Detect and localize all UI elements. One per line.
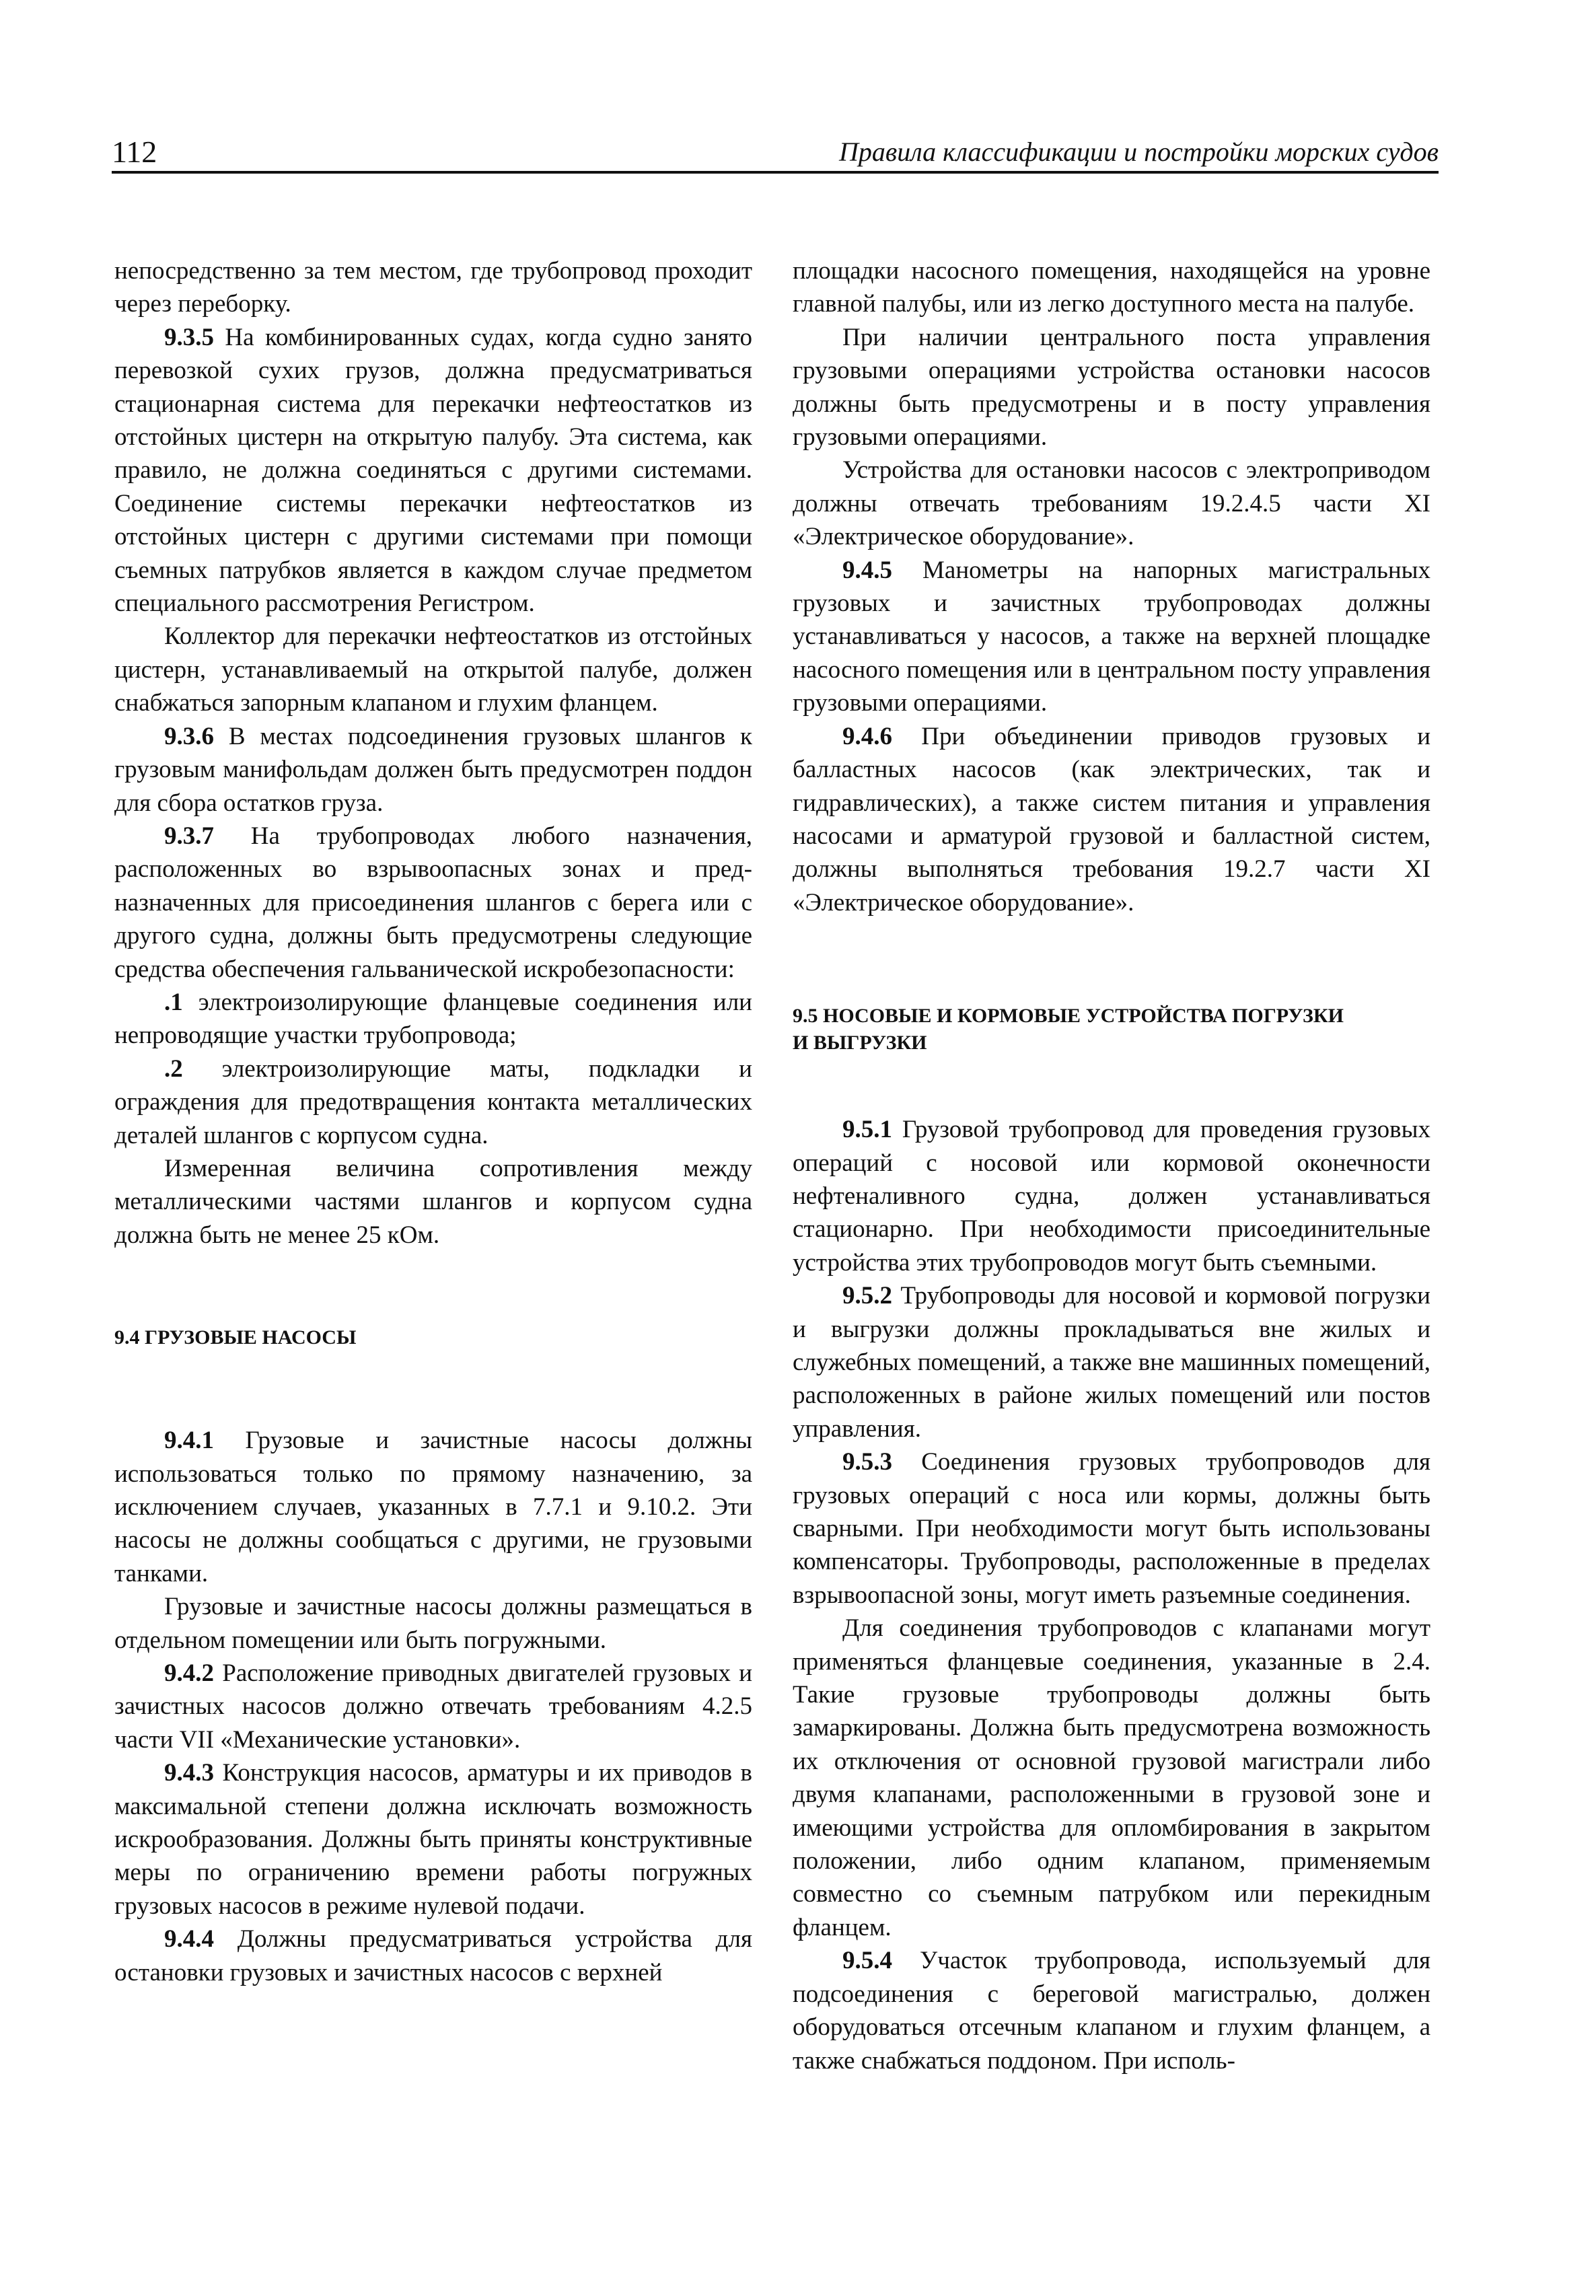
paragraph-9-4-4 [114, 1923, 752, 1989]
paragraph-9-5-2 [793, 1279, 1430, 1445]
paragraph: непосредственно за тем местом, где трубопровод проходит через переборку. [114, 257, 752, 318]
clause-number: 9.5.2 [842, 1282, 892, 1310]
clause-text: Грузовой трубопровод для проведения грузовых операций с носовой или кормовой оконечности нефтеналивного судна, должен устанавливаться стационарно. При необходимости присоединительные устройства этих трубопроводов могут быть съемными. [793, 1116, 1430, 1277]
page-number: 112 [112, 135, 157, 169]
right-column [793, 254, 1430, 2077]
list-item-1 [114, 986, 752, 1052]
paragraph: Измеренная величина сопротивления между металлическими частями шлангов и корпусом судна должна быть не менее 25 кОм. [114, 1154, 752, 1249]
clause-number: 9.5.4 [842, 1947, 892, 1975]
heading-line-2: И ВЫГРУЗКИ [793, 1032, 927, 1054]
paragraph-9-5-1 [793, 1113, 1430, 1279]
item-number: .1 [164, 988, 183, 1016]
item-number: .2 [164, 1054, 183, 1083]
list-item-2 [114, 1052, 752, 1152]
paragraph-9-3-6 [114, 720, 752, 820]
clause-text: Трубопроводы для носовой и кормовой погрузки и выгрузки должны прокладываться вне жилых и служебных помещений, а также вне машинных помещений, расположенных в районе жилых помещений или постов управления. [793, 1282, 1430, 1443]
clause-text: Конструкция насосов, арматуры и их приводов в максимальной степени должна исключать возможность искрообразования. Должны быть приняты конструктивные меры по ограничению времени работы погружных грузовых насосов в режиме нулевой подачи. [114, 1759, 752, 1920]
page-header [112, 132, 1439, 174]
paragraph-9-4-2 [114, 1657, 752, 1756]
paragraph-9-4-1 [114, 1424, 752, 1590]
clause-text: На трубопроводах любого назначения, расположенных во взрывоопасных зонах и предназначенных для присоединения шлангов с берега или с другого судна, должны быть предусмотрены следующие средства обеспечения гальванической искробезопасности: [114, 822, 752, 983]
heading-line-1: 9.5 НОСОВЫЕ И КОРМОВЫЕ УСТРОЙСТВА ПОГРУЗКИ [793, 1005, 1344, 1028]
paragraph: Устройства для остановки насосов с электроприводом должны отвечать требованиям 19.2.4.5 части XI «Электрическое оборудование». [793, 456, 1430, 551]
paragraph: Для соединения трубопроводов с клапанами могут применяться фланцевые соединения, указанные в 2.4. Такие грузовые трубопроводы должны быть замаркированы. Должна быть предусмотрена возможность их отключения от основной грузовой магистрали либо двумя клапанами, расположенными в грузовой зоне и имеющими устройства для опломбирования в закрытом положении, либо одним клапаном, применяемым совместно со съемным патрубком или перекидным фланцем. [793, 1614, 1430, 1941]
paragraph: площадки насосного помещения, находящейся на уровне главной палубы, или из легко доступного места на палубе. [793, 257, 1430, 318]
clause-text: Расположение приводных двигателей грузовых и зачистных насосов должно отвечать требованиям 4.2.5 части VII «Механические установки». [114, 1659, 752, 1754]
header-rule [112, 171, 1439, 174]
paragraph-9-5-3 [793, 1445, 1430, 1612]
running-title: Правила классификации и постройки морских судов [838, 137, 1439, 167]
clause-text: При объединении приводов грузовых и балластных насосов (как электрических, так и гидравлических), а также систем питания и управления насосами и арматурой грузовой и балластной систем, должны выполняться требования 19.2.7 части XI «Электрическое оборудование». [793, 722, 1430, 917]
paragraph-9-4-5 [793, 554, 1430, 720]
clause-number: 9.3.6 [164, 722, 214, 750]
clause-number: 9.3.5 [164, 323, 214, 351]
paragraph-9-5-4 [793, 1944, 1430, 2077]
clause-text: Грузовые и зачистные насосы должны использоваться только по прямому назначению, за исключением случаев, указанных в 7.7.1 и 9.10.2. Эти насосы не должны сообщаться с другими, не грузовыми танками. [114, 1427, 752, 1587]
clause-number: 9.3.7 [164, 822, 214, 850]
clause-text: Соединения грузовых трубопроводов для грузовых операций с носа или кормы, должны быть сварными. При необходимости могут быть использованы компенсаторы. Трубопроводы, расположенные в пределах взрывоопасной зоны, могут иметь разъемные соединения. [793, 1448, 1430, 1609]
clause-text: В местах подсоединения грузовых шлангов к грузовым манифольдам должен быть предусмотрен поддон для сбора остатков груза. [114, 722, 752, 817]
paragraph-9-4-6 [793, 720, 1430, 919]
item-text: электроизолирующие маты, подкладки и ограждения для предотвращения контакта металлических деталей шлангов с корпусом судна. [114, 1054, 752, 1149]
clause-text: На комбинированных судах, когда судно занято перевозкой сухих грузов, должна предусматриваться стационарная система для перекачки нефтеостатков из отстойных цистерн на открытую палубу. Эта система, как правило, не должна соединяться с другими системами. Соединение системы перекачки нефтеостатков из отстойных цистерн с другими системами при помощи съемных патрубков является в каждом случае предметом специального рассмотрения Регистром. [114, 323, 752, 618]
left-column [114, 254, 752, 1989]
clause-number: 9.4.2 [164, 1659, 214, 1688]
item-text: электроизолирующие фланцевые соединения или непроводящие участки трубопровода; [114, 988, 752, 1050]
clause-number: 9.4.3 [164, 1759, 214, 1787]
clause-number: 9.5.3 [842, 1448, 892, 1476]
section-heading-9-5 [793, 1003, 1430, 1056]
clause-number: 9.4.4 [164, 1925, 214, 1953]
paragraph: При наличии центрального поста управления грузовыми операциями устройства остановки насосов должны быть предусмотрены и в посту управления грузовыми операциями. [793, 323, 1430, 452]
clause-number: 9.4.1 [164, 1427, 214, 1455]
clause-text: Участок трубопровода, используемый для подсоединения с береговой магистралью, должен оборудоваться отсечным клапаном и глухим фланцем, а также снабжаться поддоном. При исполь- [793, 1947, 1430, 2075]
paragraph: Коллектор для перекачки нефтеостатков из отстойных цистерн, устанавливаемый на открытой палубе, должен снабжаться запорным клапаном и глухим фланцем. [114, 622, 752, 717]
paragraph-9-3-7 [114, 820, 752, 986]
paragraph: Грузовые и зачистные насосы должны размещаться в отдельном помещении или быть погружными. [114, 1593, 752, 1654]
clause-number: 9.4.6 [842, 722, 892, 750]
paragraph-9-3-5 [114, 321, 752, 620]
clause-text: Манометры на напорных магистральных грузовых и зачистных трубопроводах должны устанавливаться у насосов, а также на верхней площадке насосного помещения или в центральном посту управления грузовыми операциями. [793, 556, 1430, 717]
paragraph-9-4-3 [114, 1756, 752, 1923]
section-heading-9-4: 9.4 ГРУЗОВЫЕ НАСОСЫ [114, 1326, 357, 1349]
clause-text: Должны предусматриваться устройства для остановки грузовых и зачистных насосов с верхней [114, 1925, 752, 1986]
clause-number: 9.5.1 [842, 1116, 892, 1144]
clause-number: 9.4.5 [842, 556, 892, 584]
